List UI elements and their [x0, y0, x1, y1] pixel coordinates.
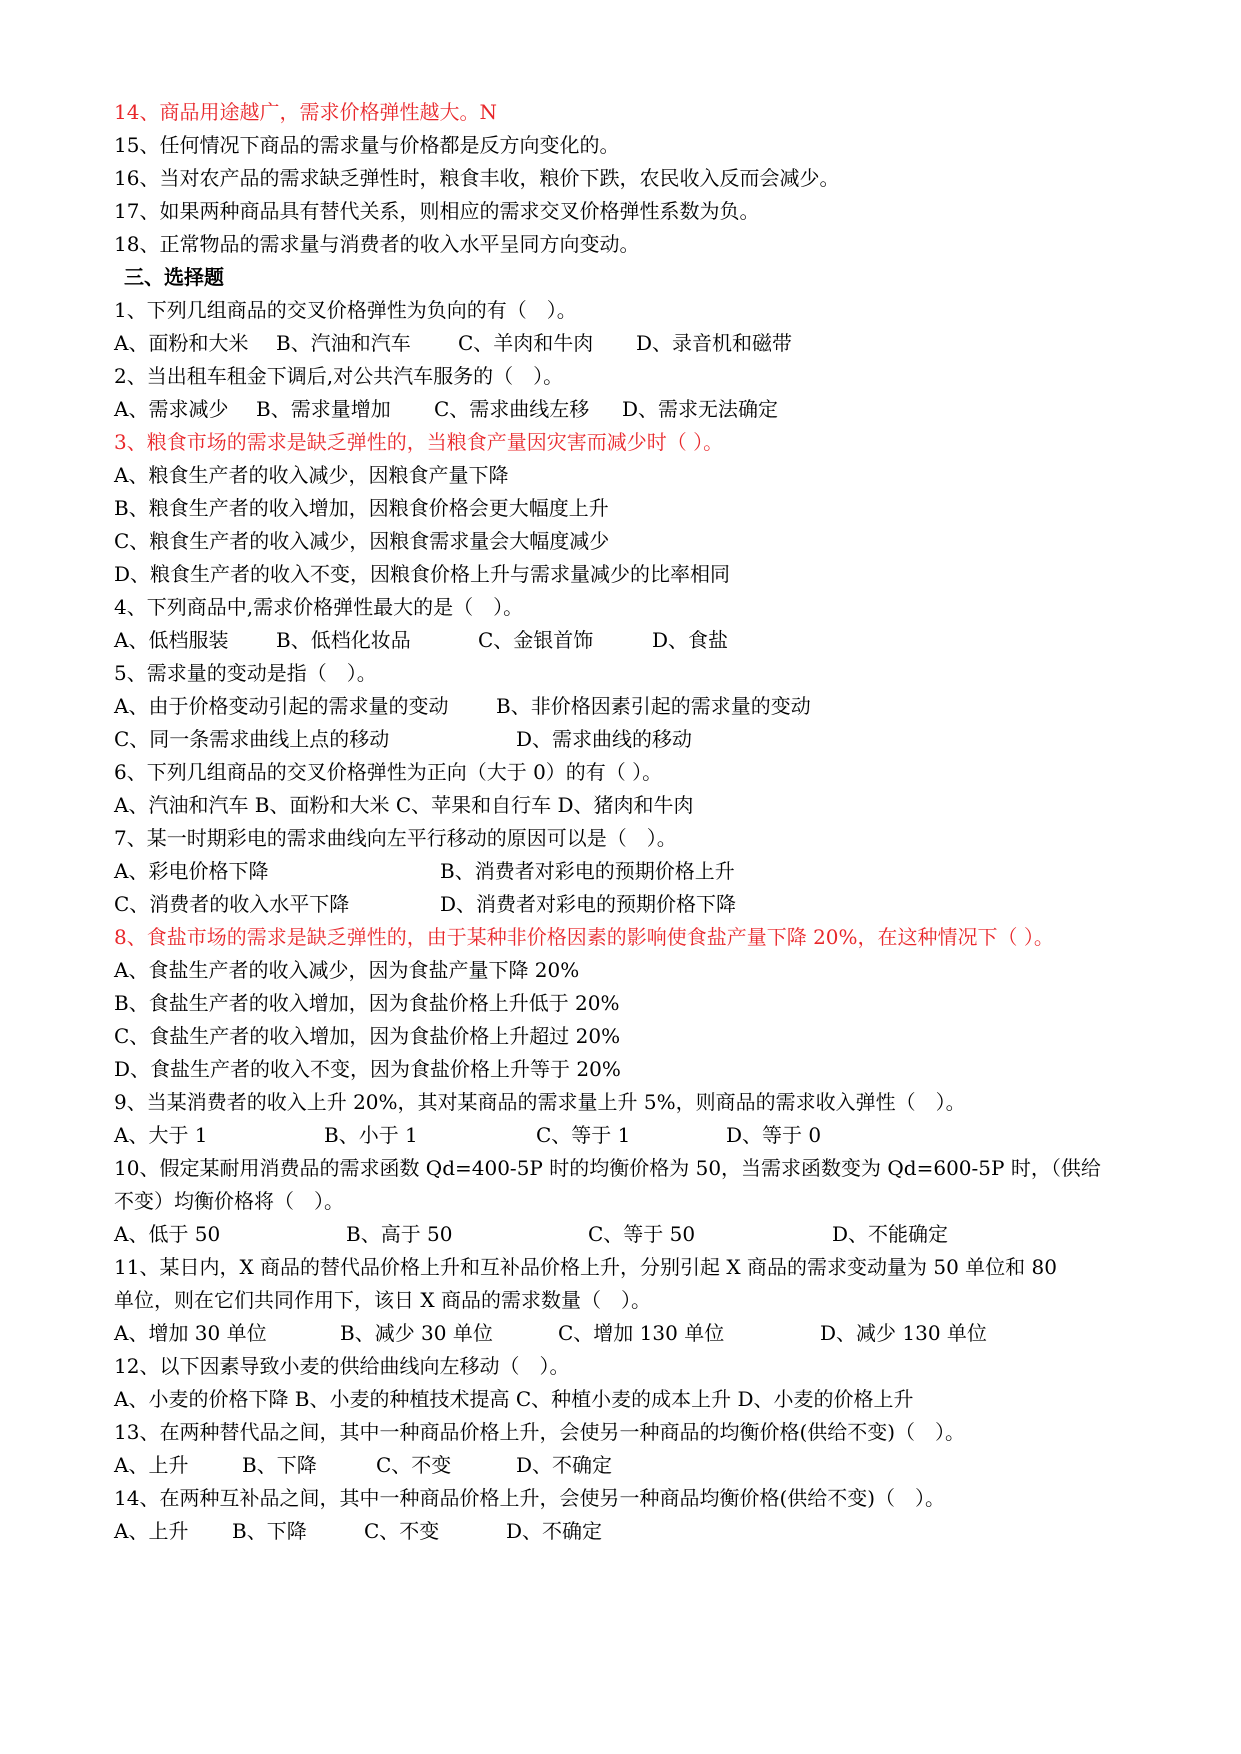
q5-option-d: D、需求曲线的移动 [516, 727, 693, 751]
q10-option-d: D、不能确定 [832, 1222, 949, 1246]
question-11-line-2: 单位，则在它们共同作用下，该日 X 商品的需求数量（ ）。 [114, 1288, 651, 1312]
q14-option-b: B、下降 [232, 1519, 307, 1543]
q13-option-d: D、不确定 [516, 1453, 613, 1477]
q8-option-d: D、食盐生产者的收入不变，因为食盐价格上升等于 20% [114, 1057, 621, 1081]
q7-option-a: A、彩电价格下降 [114, 859, 269, 883]
q13-option-c: C、不变 [376, 1453, 452, 1477]
question-11-line-1: 11、某日内，X 商品的替代品价格上升和互补品价格上升，分别引起 X 商品的需求变动量为 50 单位和 80 [114, 1255, 1057, 1279]
q2-option-b: B、需求量增加 [256, 397, 391, 421]
q11-option-b: B、减少 30 单位 [340, 1321, 493, 1345]
q2-option-c: C、需求曲线左移 [434, 397, 590, 421]
q10-option-a: A、低于 50 [114, 1222, 221, 1246]
question-12: 12、以下因素导致小麦的供给曲线向左移动（ ）。 [114, 1354, 570, 1378]
q10-option-b: B、高于 50 [346, 1222, 453, 1246]
q9-option-d: D、等于 0 [726, 1123, 822, 1147]
q9-option-c: C、等于 1 [536, 1123, 631, 1147]
q7-option-b: B、消费者对彩电的预期价格上升 [440, 859, 735, 883]
q1-option-b: B、汽油和汽车 [276, 331, 411, 355]
question-1: 1、下列几组商品的交叉价格弹性为负向的有（ ）。 [114, 298, 577, 322]
question-10-line-2: 不变）均衡价格将（ ）。 [114, 1189, 344, 1213]
q14-option-a: A、上升 [114, 1519, 189, 1543]
judge-item-17: 17、如果两种商品具有替代关系，则相应的需求交叉价格弹性系数为负。 [114, 199, 760, 223]
judge-item-16: 16、当对农产品的需求缺乏弹性时，粮食丰收，粮价下跌，农民收入反而会减少。 [114, 166, 840, 190]
q3-option-b: B、粮食生产者的收入增加，因粮食价格会更大幅度上升 [114, 496, 609, 520]
q8-option-c: C、食盐生产者的收入增加，因为食盐价格上升超过 20% [114, 1024, 621, 1048]
q14-option-d: D、不确定 [506, 1519, 603, 1543]
q3-option-a: A、粮食生产者的收入减少，因粮食产量下降 [114, 463, 509, 487]
q12-options: A、小麦的价格下降 B、小麦的种植技术提高 C、种植小麦的成本上升 D、小麦的价格上升 [114, 1387, 914, 1411]
q4-option-d: D、食盐 [652, 628, 729, 652]
judge-item-14: 14、商品用途越广，需求价格弹性越大。N [114, 100, 497, 124]
question-14: 14、在两种互补品之间，其中一种商品价格上升，会使另一种商品均衡价格(供给不变)（ ）。 [114, 1486, 946, 1510]
q11-option-a: A、增加 30 单位 [114, 1321, 267, 1345]
q9-option-b: B、小于 1 [324, 1123, 418, 1147]
q4-option-b: B、低档化妆品 [276, 628, 411, 652]
q2-option-a: A、需求减少 [114, 397, 229, 421]
q2-option-d: D、需求无法确定 [622, 397, 779, 421]
q5-option-b: B、非价格因素引起的需求量的变动 [496, 694, 811, 718]
q3-option-d: D、粮食生产者的收入不变，因粮食价格上升与需求量减少的比率相同 [114, 562, 731, 586]
question-4: 4、下列商品中,需求价格弹性最大的是（ ）。 [114, 595, 524, 619]
question-8: 8、食盐市场的需求是缺乏弹性的，由于某种非价格因素的影响使食盐产量下降 20%，在这种情况下（ ）。 [114, 925, 1054, 949]
q4-option-a: A、低档服装 [114, 628, 229, 652]
q4-option-c: C、金银首饰 [478, 628, 594, 652]
judge-item-18: 18、正常物品的需求量与消费者的收入水平呈同方向变动。 [114, 232, 640, 256]
q8-option-a: A、食盐生产者的收入减少，因为食盐产量下降 20% [114, 958, 580, 982]
q7-option-c: C、消费者的收入水平下降 [114, 892, 350, 916]
section-title: 三、选择题 [124, 265, 224, 289]
q11-option-d: D、减少 130 单位 [820, 1321, 987, 1345]
q1-option-a: A、面粉和大米 [114, 331, 249, 355]
q5-option-c: C、同一条需求曲线上点的移动 [114, 727, 390, 751]
q1-option-c: C、羊肉和牛肉 [458, 331, 594, 355]
judge-item-15: 15、任何情况下商品的需求量与价格都是反方向变化的。 [114, 133, 620, 157]
q14-option-c: C、不变 [364, 1519, 440, 1543]
q6-options: A、汽油和汽车 B、面粉和大米 C、苹果和自行车 D、猪肉和牛肉 [114, 793, 694, 817]
question-7: 7、某一时期彩电的需求曲线向左平行移动的原因可以是（ ）。 [114, 826, 677, 850]
question-6: 6、下列几组商品的交叉价格弹性为正向（大于 0）的有（ ）。 [114, 760, 663, 784]
q7-option-d: D、消费者对彩电的预期价格下降 [440, 892, 737, 916]
q1-option-d: D、录音机和磁带 [636, 331, 793, 355]
q13-option-a: A、上升 [114, 1453, 189, 1477]
question-13: 13、在两种替代品之间，其中一种商品价格上升，会使另一种商品的均衡价格(供给不变)（ ）。 [114, 1420, 966, 1444]
q9-option-a: A、大于 1 [114, 1123, 208, 1147]
q11-option-c: C、增加 130 单位 [558, 1321, 725, 1345]
q13-option-b: B、下降 [242, 1453, 317, 1477]
question-9: 9、当某消费者的收入上升 20%，其对某商品的需求量上升 5%，则商品的需求收入弹性（ ）。 [114, 1090, 966, 1114]
question-10-line-1: 10、假定某耐用消费品的需求函数 Qd=400-5P 时的均衡价格为 50，当需求函数变为 Qd=600-5P 时，（供给 [114, 1156, 1101, 1180]
question-5: 5、需求量的变动是指（ ）。 [114, 661, 377, 685]
question-3: 3、粮食市场的需求是缺乏弹性的，当粮食产量因灾害而减少时（ ）。 [114, 430, 724, 454]
q5-option-a: A、由于价格变动引起的需求量的变动 [114, 694, 449, 718]
question-2: 2、当出租车租金下调后,对公共汽车服务的（ ）。 [114, 364, 564, 388]
q8-option-b: B、食盐生产者的收入增加，因为食盐价格上升低于 20% [114, 991, 620, 1015]
q3-option-c: C、粮食生产者的收入减少，因粮食需求量会大幅度减少 [114, 529, 610, 553]
q10-option-c: C、等于 50 [588, 1222, 696, 1246]
